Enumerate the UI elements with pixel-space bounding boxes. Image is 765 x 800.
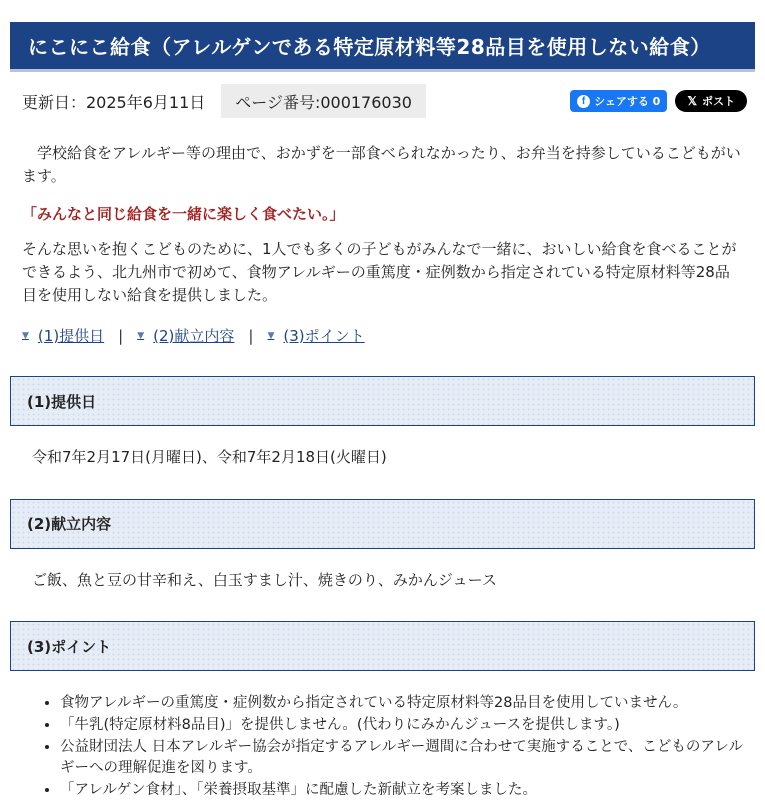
section-body-date: 令和7年2月17日(月曜日)、令和7年2月18日(火曜日)	[32, 448, 387, 467]
page-number-badge: ページ番号:000176030	[221, 84, 426, 118]
anchor-link-label: (2)献立内容	[153, 327, 235, 346]
section-heading-menu: (2)献立内容	[10, 499, 755, 549]
list-item: • 公益財団法人 日本アレルギー協会が指定するアレルギー週間に合わせて実施することで、こどものアレルギーへの理解促進を図ります。	[60, 737, 743, 779]
x-post-label: ポスト	[702, 95, 735, 108]
section-heading-points: (3)ポイント	[10, 621, 755, 671]
intro-paragraph: 学校給食をアレルギー等の理由で、おかずを一部食べられなかったり、お弁当を持参しているこどもがいます。	[22, 144, 741, 186]
section-body-menu: ご飯、魚と豆の甘辛和え、白玉すまし汁、焼きのり、みかんジュース	[32, 570, 497, 589]
anchor-nav	[10, 325, 755, 346]
section-heading-date: (1)提供日	[10, 376, 755, 426]
facebook-share-button[interactable]	[570, 90, 667, 112]
facebook-share-label: シェアする 0	[594, 95, 661, 108]
chevron-down-icon: ▼	[137, 330, 145, 341]
anchor-link-points[interactable]	[267, 325, 364, 346]
list-item: • 「アレルゲン食材」、「栄養摂取基準」に配慮した新献立を考案しました。	[60, 780, 743, 800]
list-item: • 食物アレルギーの重篤度・症例数から指定されている特定原材料等28品目を使用していません。	[60, 693, 743, 714]
page	[0, 22, 765, 800]
chevron-down-icon: ▼	[267, 330, 275, 341]
share-buttons	[570, 90, 755, 112]
updated-date: 更新日：2025年6月11日	[22, 92, 206, 112]
anchor-separator: |	[248, 326, 254, 345]
intro-paragraph-2: そんな思いを抱くこどものために、1人でも多くの子どもがみんなで一緒に、おいしい給食を食べることができるよう、北九州市で初めて、食物アレルギーの重篤度・症例数から指定されている特定原材料等28品目を使用しない給食を提供しました。	[22, 239, 737, 304]
x-logo-icon: 𝕏	[687, 94, 697, 108]
anchor-link-menu[interactable]	[137, 325, 234, 346]
anchor-separator: |	[118, 326, 124, 345]
meta-row	[10, 84, 755, 118]
facebook-icon: f	[577, 95, 590, 108]
page-title: にこにこ給食（アレルゲンである特定原材料等28品目を使用しない給食）	[28, 35, 711, 59]
points-list	[10, 693, 755, 800]
page-title-bar	[10, 22, 755, 72]
anchor-link-label: (1)提供日	[37, 327, 105, 346]
x-post-button[interactable]	[675, 90, 747, 112]
anchor-link-label: (3)ポイント	[283, 327, 365, 346]
anchor-link-date[interactable]	[22, 325, 104, 346]
list-item: • 「牛乳(特定原材料8品目)」を提供しません。(代わりにみかんジュースを提供します。)	[60, 715, 743, 736]
chevron-down-icon: ▼	[22, 330, 29, 341]
intro-quote: 「みんなと同じ給食を一緒に楽しく食べたい。」	[22, 204, 345, 223]
